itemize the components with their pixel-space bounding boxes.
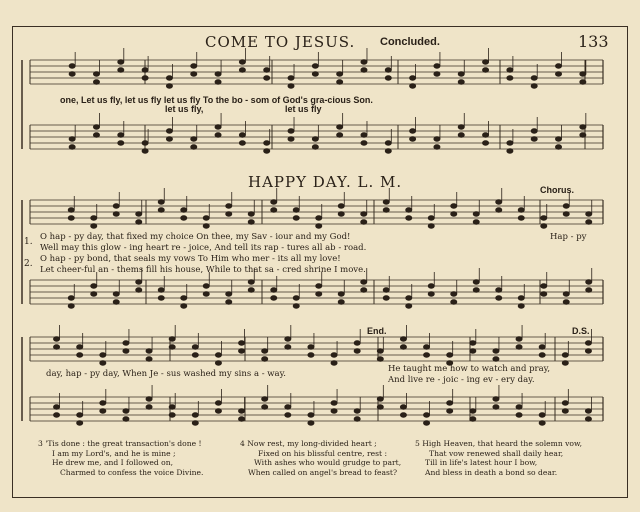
verse1-number: 1. [24, 237, 33, 247]
come-lyrics-echo1: let us fly, [165, 104, 204, 114]
verse-3: 3 'Tis done : the great transaction's done ! I am my Lord's, and he is mine ; He drew me, and I followed on, Charmed to confess the voice Divine. [38, 439, 204, 477]
lyrics-hap-py: Hap - py [550, 232, 587, 242]
verse-5: 5 High Heaven, that heard the solemn vow, That vow renewed shall daily hear, Till in life's latest hour I bow, And bless in death a bond so dear. [415, 439, 583, 477]
end-label: End. [367, 326, 387, 336]
verse-4: 4 Now rest, my long-divided heart ; Fixed on his blissful centre, rest : With ashes who would grudge to part, When called on angel's bread to feast? [240, 439, 402, 477]
lyrics-line1b: Well may this glow - ing heart re - joice, And tell its rap - tures all ab - road. [40, 243, 367, 253]
come-lyrics-main: one, Let us fly, let us fly let us fly To the bo - som of God's gra-cious Son. [60, 95, 373, 105]
come-lyrics-echo2: let us fly [285, 104, 322, 114]
lyrics-line2a: O hap - py bond, that seals my vows To Him who mer - its all my love! [40, 254, 341, 264]
ds-label: D.S. [572, 326, 590, 336]
lyrics-line3: day, hap - py day, When Je - sus washed my sins a - way. [46, 369, 287, 379]
title-concluded: Concluded. [380, 36, 440, 48]
verse2-number: 2. [24, 259, 33, 269]
title-happy-day: HAPPY DAY. L. M. [248, 173, 403, 191]
lyrics-line3-right-a: He taught me how to watch and pray, [388, 364, 551, 374]
title-come-to-jesus: COME TO JESUS. [205, 33, 356, 51]
page-number: 133 [578, 32, 609, 51]
lyrics-line3-right-b: And live re - joic - ing ev - ery day. [388, 375, 535, 385]
chorus-label: Chorus. [540, 185, 575, 195]
lyrics-line1a: O hap - py day, that fixed my choice On thee, my Sav - iour and my God! [40, 232, 351, 242]
lyrics-line2b: Let cheer-ful an - thems fill his house, While to that sa - cred shrine I move. [40, 265, 366, 275]
